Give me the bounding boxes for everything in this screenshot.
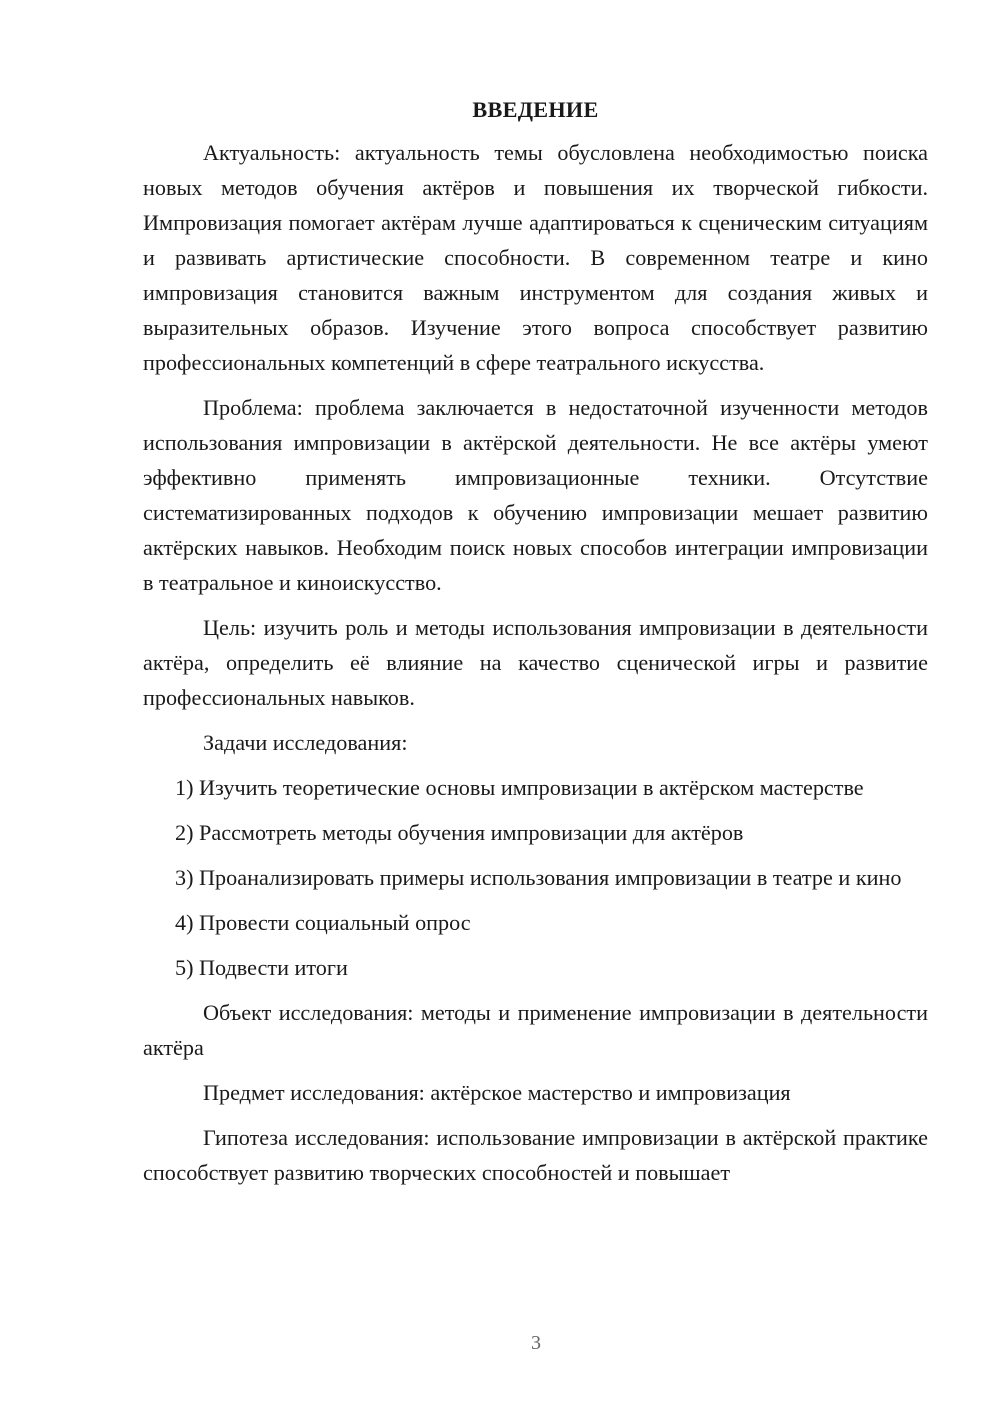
task-item-2: 2) Рассмотреть методы обучения импровизации для актёров — [175, 820, 744, 845]
hypothesis-paragraph: Гипотеза исследования: использование импровизации в актёрской практике способствует развитию творческих способностей и повышает — [143, 1125, 928, 1185]
tasks-title: Задачи исследования: — [203, 730, 408, 755]
task-item-3: 3) Проанализировать примеры использования импровизации в театре и кино — [175, 865, 902, 890]
relevance-paragraph: Актуальность: актуальность темы обусловлена необходимостью поиска новых методов обучения актёров и повышения их творческой гибкости. Импровизация помогает актёрам лучше адаптироваться к сценическим ситуациям и развивать артистические способности. В современном театре и кино импровизация становится важным инструментом для создания живых и выразительных образов. Изучение этого вопроса способствует развитию профессиональных компетенций в сфере театрального искусства. — [143, 140, 928, 375]
goal-paragraph: Цель: изучить роль и методы использования импровизации в деятельности актёра, определить её влияние на качество сценической игры и развитие профессиональных навыков. — [143, 615, 928, 710]
task-item-1: 1) Изучить теоретические основы импровизации в актёрском мастерстве — [175, 775, 864, 800]
task-item-5: 5) Подвести итоги — [175, 955, 348, 980]
problem-paragraph: Проблема: проблема заключается в недостаточной изученности методов использования импровизации в актёрской деятельности. Не все актёры умеют эффективно применять импровизационные техники. Отсутствие систематизированных подходов к обучению импровизации мешает развитию актёрских навыков. Необходим поиск новых способов интеграции импровизации в театральное и киноискусство. — [143, 395, 928, 595]
section-heading: ВВЕДЕНИЕ — [472, 97, 599, 122]
task-item-4: 4) Провести социальный опрос — [175, 910, 471, 935]
document-page — [143, 92, 928, 1200]
subject-paragraph: Предмет исследования: актёрское мастерство и импровизация — [203, 1080, 791, 1105]
page-number: 3 — [531, 1332, 541, 1354]
object-paragraph: Объект исследования: методы и применение импровизации в деятельности актёра — [143, 1000, 928, 1060]
